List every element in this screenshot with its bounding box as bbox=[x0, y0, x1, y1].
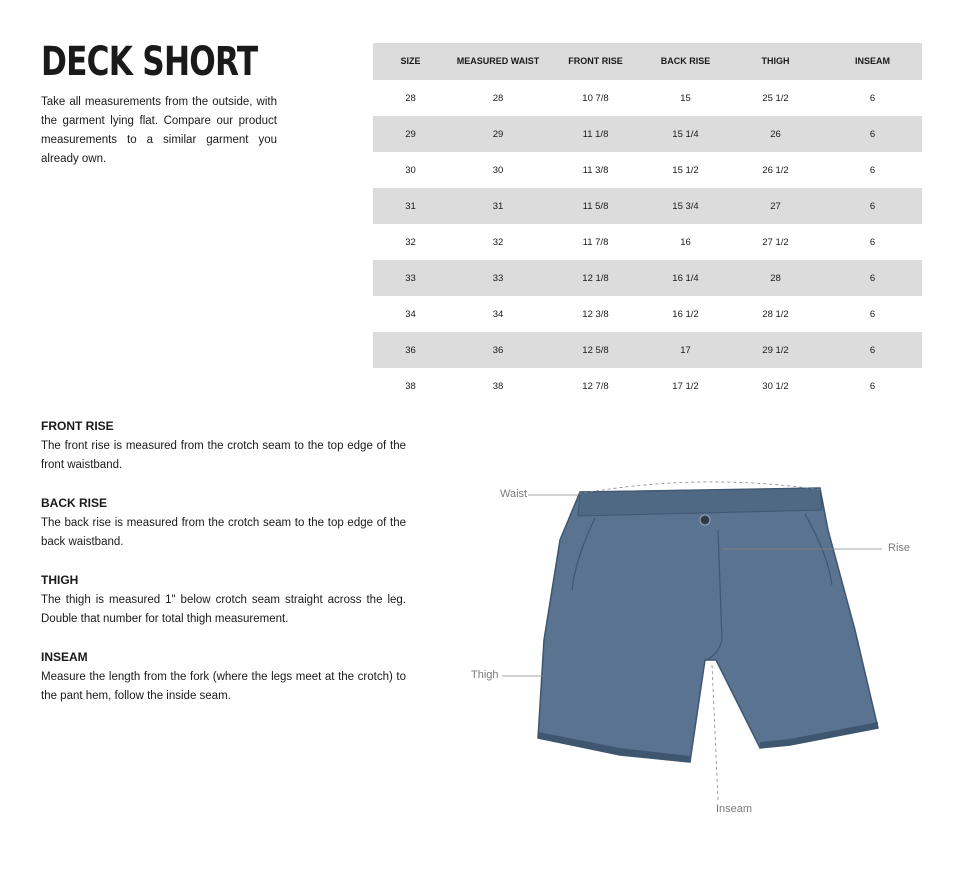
header-measured-waist: MEASURED WAIST bbox=[448, 43, 548, 80]
cell-inseam: 6 bbox=[869, 236, 876, 248]
cell-front-rise: 12 3/8 bbox=[582, 308, 609, 320]
definition-text: The front rise is measured from the crotch seam to the top edge of the front waistband. bbox=[41, 440, 406, 471]
button-icon bbox=[700, 515, 710, 525]
cell-thigh: 27 1/2 bbox=[762, 236, 789, 248]
cell-thigh: 29 1/2 bbox=[728, 332, 823, 368]
page-title: DECK SHORT bbox=[41, 39, 258, 85]
shorts-shape bbox=[538, 488, 878, 762]
header-size: SIZE bbox=[373, 43, 448, 80]
intro-text: Take all measurements from the outside, with the garment lying flat. Compare our product measurements to a similar garment you already own. bbox=[41, 96, 277, 165]
definition-heading: INSEAM bbox=[41, 650, 88, 664]
cell-size: 31 bbox=[373, 188, 448, 224]
cell-thigh: 28 1/2 bbox=[762, 308, 789, 320]
cell-inseam: 6 bbox=[823, 116, 922, 152]
definition-thigh bbox=[41, 572, 406, 629]
header-inseam: INSEAM bbox=[823, 43, 922, 80]
table-body bbox=[373, 80, 922, 404]
thigh-callout: Thigh bbox=[471, 669, 499, 681]
cell-front-rise: 12 1/8 bbox=[548, 260, 643, 296]
inseam-callout-line bbox=[712, 665, 718, 800]
definition-text: The thigh is measured 1" below crotch seam straight across the leg. Double that number for total thigh measurement. bbox=[41, 594, 406, 625]
cell-back-rise: 17 bbox=[643, 332, 728, 368]
table-row bbox=[373, 368, 922, 404]
inseam-callout: Inseam bbox=[716, 803, 753, 815]
definition-inseam bbox=[41, 649, 406, 706]
definition-back-rise bbox=[41, 495, 406, 552]
cell-back-rise: 15 bbox=[680, 92, 691, 104]
shorts-measurement-figure bbox=[460, 470, 940, 830]
measurement-definitions bbox=[41, 418, 406, 726]
definition-text: Measure the length from the fork (where the legs meet at the crotch) to the pant hem, follow the inside seam. bbox=[41, 671, 406, 702]
cell-measured-waist: 33 bbox=[448, 260, 548, 296]
cell-inseam: 6 bbox=[869, 92, 876, 104]
cell-thigh: 28 bbox=[728, 260, 823, 296]
cell-size: 30 bbox=[405, 164, 416, 176]
table-row bbox=[373, 332, 922, 368]
table-row bbox=[373, 152, 922, 188]
rise-callout: Rise bbox=[888, 542, 911, 554]
cell-front-rise: 11 5/8 bbox=[548, 188, 643, 224]
cell-thigh: 26 1/2 bbox=[762, 164, 789, 176]
cell-size: 32 bbox=[405, 236, 416, 248]
cell-thigh: 25 1/2 bbox=[762, 92, 789, 104]
cell-thigh: 26 bbox=[728, 116, 823, 152]
cell-back-rise: 15 1/4 bbox=[643, 116, 728, 152]
cell-back-rise: 16 bbox=[680, 236, 691, 248]
cell-measured-waist: 30 bbox=[492, 164, 504, 176]
table-row bbox=[373, 188, 922, 224]
cell-thigh: 27 bbox=[728, 188, 823, 224]
cell-inseam: 6 bbox=[823, 332, 922, 368]
cell-back-rise: 16 1/2 bbox=[672, 308, 699, 320]
cell-size: 29 bbox=[373, 116, 448, 152]
header-front-rise: FRONT RISE bbox=[548, 43, 643, 80]
cell-inseam: 6 bbox=[869, 380, 876, 392]
definition-heading: BACK RISE bbox=[41, 496, 108, 510]
waist-callout: Waist bbox=[500, 488, 528, 500]
table-header-row bbox=[373, 43, 922, 80]
cell-measured-waist: 31 bbox=[448, 188, 548, 224]
header-back-rise: BACK RISE bbox=[643, 43, 728, 80]
cell-front-rise: 11 3/8 bbox=[582, 164, 609, 176]
cell-back-rise: 15 1/2 bbox=[672, 164, 699, 176]
cell-measured-waist: 36 bbox=[448, 332, 548, 368]
cell-thigh: 30 1/2 bbox=[762, 380, 789, 392]
table-row bbox=[373, 224, 922, 260]
definition-heading: THIGH bbox=[41, 573, 79, 587]
cell-measured-waist: 28 bbox=[492, 92, 504, 104]
cell-size: 36 bbox=[373, 332, 448, 368]
shorts-illustration bbox=[460, 470, 940, 830]
cell-inseam: 6 bbox=[823, 188, 922, 224]
cell-inseam: 6 bbox=[823, 260, 922, 296]
definition-front-rise bbox=[41, 418, 406, 475]
cell-size: 38 bbox=[405, 380, 416, 392]
cell-front-rise: 12 7/8 bbox=[582, 380, 609, 392]
header-thigh: THIGH bbox=[728, 43, 823, 80]
cell-measured-waist: 38 bbox=[492, 380, 504, 392]
cell-back-rise: 15 3/4 bbox=[643, 188, 728, 224]
cell-measured-waist: 34 bbox=[492, 308, 504, 320]
cell-front-rise: 10 7/8 bbox=[582, 92, 609, 104]
cell-measured-waist: 29 bbox=[448, 116, 548, 152]
cell-size: 34 bbox=[405, 308, 416, 320]
cell-inseam: 6 bbox=[869, 308, 876, 320]
cell-front-rise: 11 1/8 bbox=[548, 116, 643, 152]
cell-front-rise: 11 7/8 bbox=[582, 236, 609, 248]
definition-heading: FRONT RISE bbox=[41, 419, 114, 433]
table-row bbox=[373, 296, 922, 332]
cell-back-rise: 17 1/2 bbox=[672, 380, 699, 392]
cell-size: 33 bbox=[373, 260, 448, 296]
cell-front-rise: 12 5/8 bbox=[548, 332, 643, 368]
table-row bbox=[373, 80, 922, 116]
cell-measured-waist: 32 bbox=[492, 236, 504, 248]
cell-back-rise: 16 1/4 bbox=[643, 260, 728, 296]
definition-text: The back rise is measured from the crotch seam to the top edge of the back waistband. bbox=[41, 517, 406, 548]
cell-size: 28 bbox=[405, 92, 416, 104]
cell-inseam: 6 bbox=[869, 164, 876, 176]
size-chart-table bbox=[373, 43, 922, 404]
table-row bbox=[373, 116, 922, 152]
table-row bbox=[373, 260, 922, 296]
